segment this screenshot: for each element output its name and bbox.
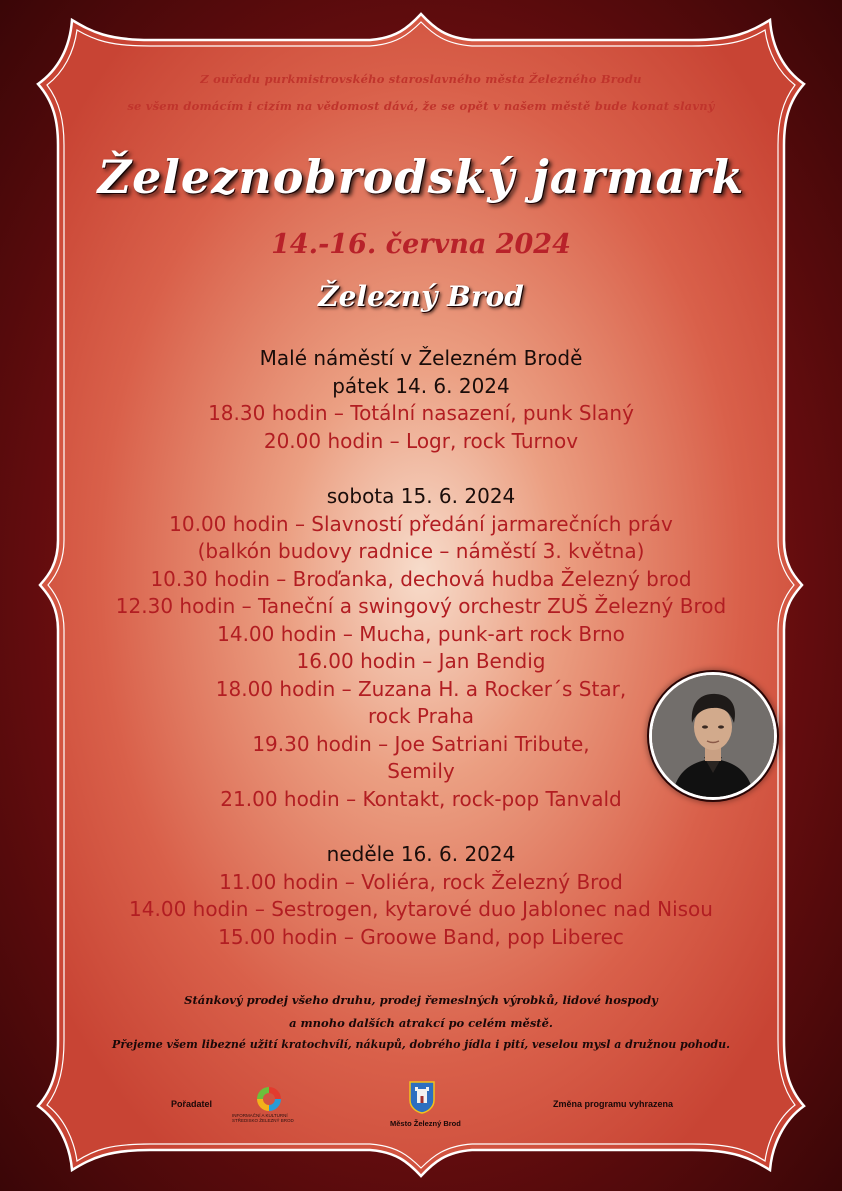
footer-line-3: Přejeme všem libezné užití kratochvílí, nákupů, dobrého jídla i pití, veselou mysl a družnou pohodu. <box>112 1038 730 1051</box>
organizer-name-2: STŘEDISKO ŽELEZNÝ BROD <box>232 1118 294 1123</box>
day-friday: pátek 14. 6. 2024 <box>332 373 510 398</box>
program-item: 18.30 hodin – Totální nasazení, punk Slaný <box>208 401 634 425</box>
organizer-logo-icon <box>255 1085 283 1113</box>
intro-line-1: Z ouřadu purkmistrovského staroslavného města Železného Brodu <box>200 72 642 86</box>
program-item: rock Praha <box>367 704 475 728</box>
program-item: 12.30 hodin – Taneční a swingový orchestr ZUŠ Železný Brod <box>115 594 727 618</box>
program-item: 11.00 hodin – Voliéra, rock Železný Brod <box>219 869 623 894</box>
city-coat-of-arms-icon <box>408 1080 436 1114</box>
footer-line-1: Stánkový prodej všeho druhu, prodej řemeslných výrobků, lidové hospody <box>184 993 658 1007</box>
page-title: Železnobrodský jarmark <box>97 150 745 204</box>
performer-portrait <box>652 675 774 797</box>
program-item: 10.00 hodin – Slavností předání jarmarečních práv <box>169 511 673 536</box>
venue: Malé náměstí v Železném Brodě <box>259 346 583 370</box>
program-item: 19.30 hodin – Joe Satriani Tribute, <box>252 731 590 756</box>
program-item: 15.00 hodin – Groowe Band, pop Liberec <box>218 924 624 949</box>
organizer-name-1: INFORMAČNÍ A KULTURNÍ <box>232 1113 288 1118</box>
program-item: 20.00 hodin – Logr, rock Turnov <box>263 428 579 453</box>
program-item: 18.00 hodin – Zuzana H. a Rocker´s Star, <box>215 676 627 701</box>
program-item: 14.00 hodin – Sestrogen, kytarové duo Jablonec nad Nisou <box>129 897 713 921</box>
footer-line-2: a mnoho dalších atrakcí po celém městě. <box>289 1016 553 1030</box>
event-date: 14.-16. června 2024 <box>271 229 571 260</box>
day-saturday: sobota 15. 6. 2024 <box>326 484 516 508</box>
program-item: (balkón budovy radnice – náměstí 3. května) <box>197 539 645 563</box>
program-item: 16.00 hodin – Jan Bendig <box>296 649 546 673</box>
disclaimer: Změna programu vyhrazena <box>553 1099 674 1109</box>
organizer-label: Pořadatel <box>171 1099 213 1109</box>
program-item: 14.00 hodin – Mucha, punk-art rock Brno <box>217 621 625 646</box>
program-schedule <box>0 345 842 951</box>
program-item: Semily <box>387 759 455 783</box>
program-item: 10.30 hodin – Broďanka, dechová hudba Železný brod <box>150 566 692 591</box>
day-sunday: neděle 16. 6. 2024 <box>326 842 516 866</box>
program-item: 21.00 hodin – Kontakt, rock-pop Tanvald <box>220 786 622 811</box>
city-logo-label: Město Železný Brod <box>390 1119 461 1128</box>
event-town: Železný Brod <box>318 280 524 313</box>
intro-line-2: se všem domácím i cizím na vědomost dává, že se opět v našem městě bude konat slavný <box>127 99 715 113</box>
